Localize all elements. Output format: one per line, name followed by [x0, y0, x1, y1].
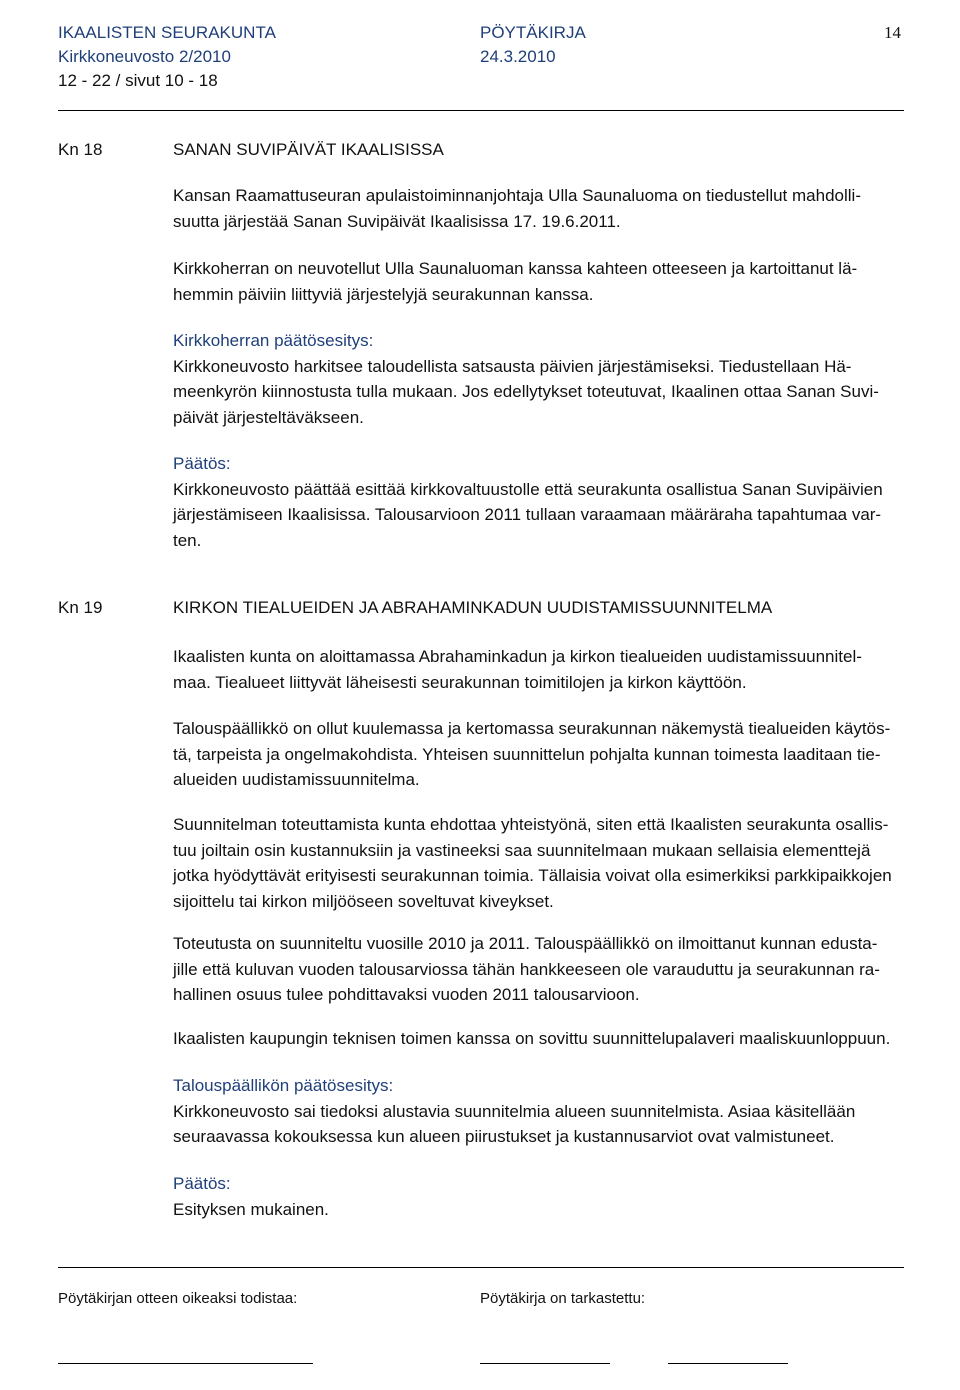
footer-divider [58, 1267, 904, 1268]
text-line: sijoittelu tai kirkon miljööseen soveltuvat kiveykset. [173, 891, 554, 911]
proposal-block [173, 328, 903, 430]
certify-label: Pöytäkirjan otteen oikeaksi todistaa: [58, 1290, 298, 1307]
text-line: järjestämiseen Ikaalisissa. Talousarvioon 2011 tullaan varaamaan määräraha tapahtumaa var- [173, 505, 882, 524]
text-line: tuu joiltain osin kustannuksiin ja vastineeksi saa suunnitelmaan mukaan sellaisia elementtejä [173, 840, 871, 860]
decision-label: Päätös: [173, 1174, 231, 1193]
text-line: Suunnitelman toteuttamista kunta ehdottaa yhteistyönä, siten että Ikaalisten seurakunta osallis- [173, 815, 889, 834]
meeting-date: 24.3.2010 [480, 47, 556, 66]
text-line: tä, tarpeista ja ongelmakohdista. Yhteisen suunnittelun pohjalta kunnan toimesta laaditaan tie- [173, 744, 881, 764]
section-number: Kn 19 [58, 598, 103, 617]
text-line: Talouspäällikkö on ollut kuulemassa ja kertomassa seurakunnan näkemystä tiealueiden käytös- [173, 719, 891, 738]
text-line: Kansan Raamattuseuran apulaistoiminnanjohtaja Ulla Saunaluoma on tiedustellut mahdolli- [173, 186, 861, 205]
text-line: jotka hyödyttävät erityisesti seurakunnan toimia. Tällaisia voivat olla esimerkiksi parkkipaikkojen [173, 866, 892, 885]
text-line: Kirkkoneuvosto sai tiedoksi alustavia suunnitelmia alueen suunnitelmista. Asiaa käsitellään [173, 1101, 856, 1121]
decision-block [173, 1171, 903, 1222]
org-name: IKAALISTEN SEURAKUNTA [58, 23, 276, 42]
text-line: hallinen osuus tulee pohdittavaksi vuoden 2011 talousarvioon. [173, 985, 640, 1004]
text-line: Toteutusta on suunniteltu vuosille 2010 ja 2011. Talouspäällikkö on ilmoittanut kunnan edusta- [173, 934, 878, 953]
proposal-label: Talouspäällikön päätösesitys: [173, 1076, 394, 1095]
text-line: jille että kuluvan vuoden talousarviossa tähän hankkeeseen ole varauduttu ja seurakunnan ra- [173, 959, 880, 979]
proposal-label: Kirkkoherran päätösesitys: [173, 331, 374, 350]
signature-line [58, 1363, 313, 1364]
doc-type: PÖYTÄKIRJA [480, 23, 586, 42]
paragraph [173, 256, 903, 307]
text-line: hemmin päiviin liittyviä järjestelyjä seurakunnan kanssa. [173, 284, 594, 304]
section-title: SANAN SUVIPÄIVÄT IKAALISISSA [173, 140, 444, 159]
paragraph [173, 644, 903, 695]
text-line: meenkyrön kiinnostusta tulla mukaan. Jos edellytykset toteutuvat, Ikaalinen ottaa Sanan Suvi- [173, 382, 879, 401]
header-divider [58, 110, 904, 111]
text-line: Ikaalisten kunta on aloittamassa Abrahaminkadun ja kirkon tiealueiden uudistamissuunnitel- [173, 647, 862, 666]
checked-label: Pöytäkirja on tarkastettu: [480, 1290, 646, 1307]
paragraph [173, 1026, 903, 1052]
page-number: 14 [884, 23, 901, 42]
decision-label: Päätös: [173, 454, 231, 473]
text-line: maa. Tiealueet liittyvät läheisesti seurakunnan toimitilojen ja kirkon käyttöön. [173, 672, 747, 692]
section-number: Kn 18 [58, 140, 103, 159]
paragraph [173, 812, 903, 914]
text-line: Esityksen mukainen. [173, 1199, 329, 1219]
text-line: päivät järjesteltäväkseen. [173, 407, 364, 427]
paragraph [173, 183, 903, 234]
meeting-name: Kirkkoneuvosto 2/2010 [58, 47, 231, 66]
text-line: suutta järjestää Sanan Suvipäivät Ikaalisissa 17. 19.6.2011. [173, 211, 621, 231]
text-line: Kirkkoneuvosto päättää esittää kirkkovaltuustolle että seurakunta osallistua Sanan Suvipäivien [173, 479, 883, 499]
text-line: Kirkkoneuvosto harkitsee taloudellista satsausta päivien järjestämiseksi. Tiedustellaan Hä- [173, 356, 852, 376]
signature-line [668, 1363, 788, 1364]
text-line: Ikaalisten kaupungin teknisen toimen kanssa on sovittu suunnittelupalaveri maaliskuunloppuun. [173, 1029, 891, 1048]
sections-pages: 12 - 22 / sivut 10 - 18 [58, 71, 218, 90]
section-title: KIRKON TIEALUEIDEN JA ABRAHAMINKADUN UUDISTAMISSUUNNITELMA [173, 598, 773, 617]
proposal-block [173, 1073, 903, 1150]
text-line: alueiden uudistamissuunnitelma. [173, 770, 420, 789]
signature-line [480, 1363, 610, 1364]
text-line: ten. [173, 530, 202, 550]
paragraph [173, 716, 903, 793]
decision-block [173, 451, 903, 553]
text-line: Kirkkoherran on neuvotellut Ulla Saunaluoman kanssa kahteen otteeseen ja kartoittanut lä- [173, 259, 858, 278]
text-line: seuraavassa kokouksessa kun alueen piirustukset ja kustannusarviot ovat valmistuneet. [173, 1127, 835, 1146]
paragraph [173, 931, 903, 1008]
